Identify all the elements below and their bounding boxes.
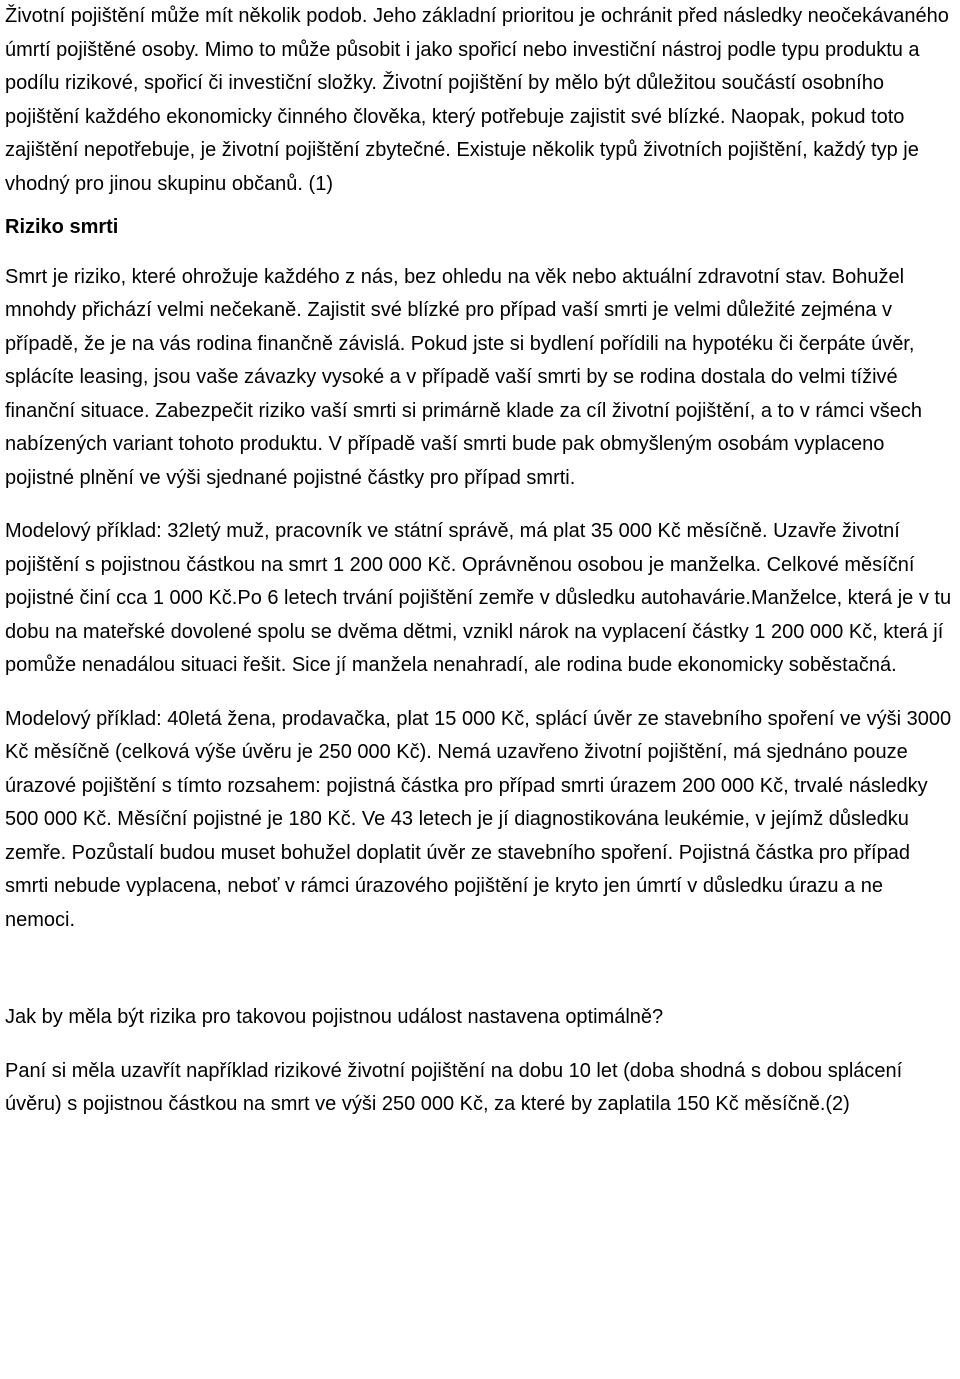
example-paragraph-1: Modelový příklad: 32letý muž, pracovník ve státní správě, má plat 35 000 Kč měsíčně. Uzavře životní pojištění s pojistnou částkou na smrt 1 200 000 Kč. Oprávněnou osobou je manželka. Celkové měsíční pojistné činí cca 1 000 Kč.Po 6 letech trvání pojištění zemře v důsledku autohavárie.Manželce, která je v tu dobu na mateřské dovolené spolu se dvěma dětmi, vznikl nárok na vyplacení částky 1 200 000 Kč, která jí pomůže nenadálou situaci řešit. Sice jí manžela nenahradí, ale rodina bude ekonomicky soběstačná. [5,520,952,676]
section-heading: Riziko smrti [5,216,119,238]
intro-paragraph: Životní pojištění může mít několik podob. Jeho základní prioritou je ochránit před následky neočekávaného úmrtí pojištěné osoby. Mimo to může působit i jako spořicí nebo investiční nástroj podle typu produktu a podílu rizikové, spořicí či investiční složky. Životní pojištění by mělo být důležitou součástí osobního pojištění každého ekonomicky činného člověka, který potřebuje zajistit své blízké. Naopak, pokud toto zajištění nepotřebuje, je životní pojištění zbytečné. Existuje několik typů životních pojištění, každý typ je vhodný pro jinou skupinu občanů. (1) [5,5,949,195]
question-paragraph: Jak by měla být rizika pro takovou pojistnou událost nastavena optimálně? [5,1006,664,1028]
risk-paragraph: Smrt je riziko, které ohrožuje každého z nás, bez ohledu na věk nebo aktuální zdravotní stav. Bohužel mnohdy přichází velmi nečekaně. Zajistit své blízké pro případ vaší smrti je velmi důležité zejména v případě, že je na vás rodina finančně závislá. Pokud jste si bydlení pořídili na hypotéku či čerpáte úvěr, splácíte leasing, jsou vaše závazky vysoké a v případě vaší smrti by se rodina dostala do velmi tíživé finanční situace. Zabezpečit riziko vaší smrti si primárně klade za cíl životní pojištění, a to v rámci všech nabízených variant tohoto produktu. V případě vaší smrti bude pak obmyšleným osobám vyplaceno pojistné plnění ve výši sjednané pojistné částky pro případ smrti. [5,265,923,489]
example-paragraph-2: Modelový příklad: 40letá žena, prodavačka, plat 15 000 Kč, splácí úvěr ze stavebního spoření ve výši 3000 Kč měsíčně (celková výše úvěru je 250 000 Kč). Nemá uzavřeno životní pojištění, má sjednáno pouze úrazové pojištění s tímto rozsahem: pojistná částka pro případ smrti úrazem 200 000 Kč, trvalé následky 500 000 Kč. Měsíční pojistné je 180 Kč. Ve 43 letech je jí diagnostikována leukémie, v jejímž důsledku zemře. Pozůstalí budou muset bohužel doplatit úvěr ze stavebního spoření. Pojistná částka pro případ smrti nebude vyplacena, neboť v rámci úrazového pojištění je kryto jen úmrtí v důsledku úrazu a ne nemoci. [5,707,952,931]
answer-paragraph: Paní si měla uzavřít například rizikové životní pojištění na dobu 10 let (doba shodná s dobou splácení úvěru) s pojistnou částkou na smrt ve výši 250 000 Kč, za které by zaplatila 150 Kč měsíčně.(2) [5,1059,903,1115]
